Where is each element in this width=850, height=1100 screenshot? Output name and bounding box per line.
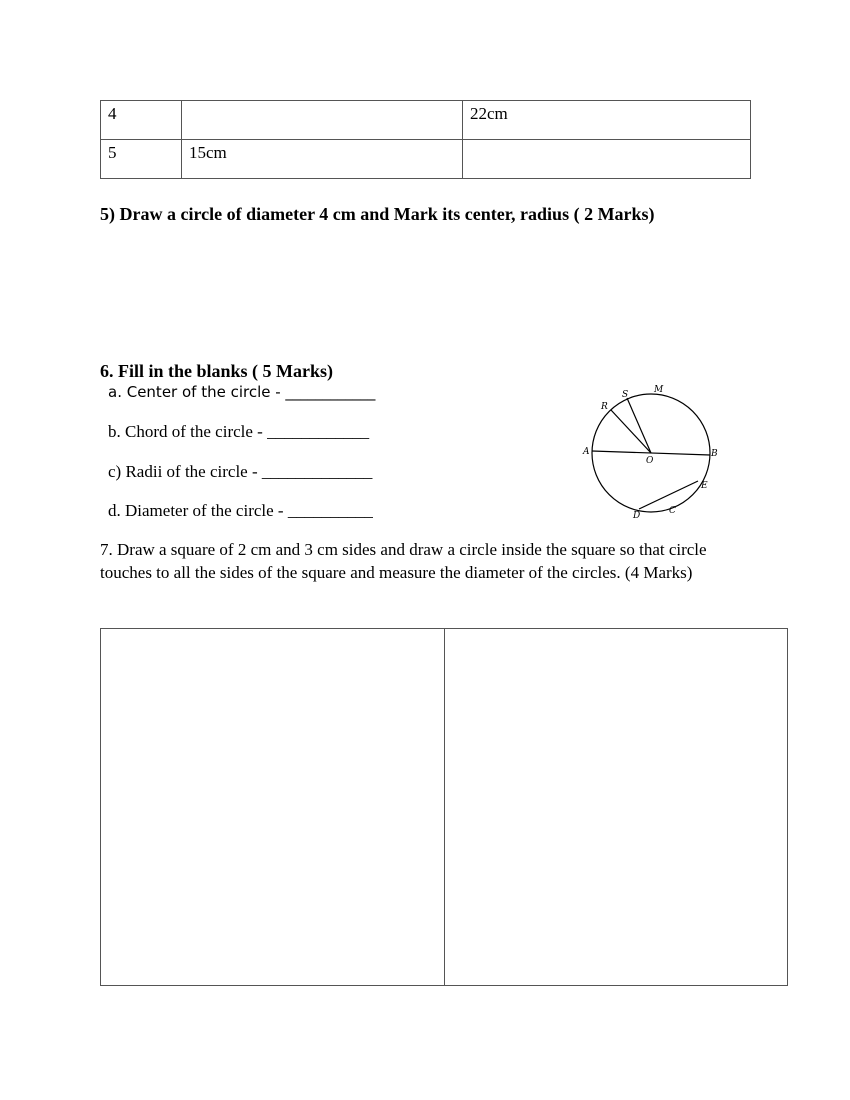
measurements-table: [100, 100, 751, 179]
blank-diameter: d. Diameter of the circle - __________: [108, 501, 373, 520]
label-d: D: [633, 511, 641, 521]
table-cell: 15cm: [182, 140, 463, 179]
table-cell: 5: [101, 140, 182, 179]
label-s: S: [622, 390, 629, 400]
label-c: C: [669, 506, 676, 516]
radius-os: [627, 398, 651, 453]
question-5: 5) Draw a circle of diameter 4 cm and Mark its center, radius ( 2 Marks): [100, 204, 655, 224]
table-row: [101, 101, 751, 140]
label-m: M: [654, 385, 664, 395]
label-b: B: [711, 449, 718, 459]
label-e: E: [701, 481, 708, 491]
blank-radii: c) Radii of the circle - _____________: [108, 462, 373, 481]
question-7: 7. Draw a square of 2 cm and 3 cm sides and draw a circle inside the square so that circle touches to all the sides of the square and measure the diameter of the circles. (4 Marks): [100, 540, 707, 582]
blank-chord: b. Chord of the circle - ____________: [108, 422, 370, 441]
label-r: R: [601, 402, 608, 412]
table-cell: 4: [101, 101, 182, 140]
table-cell: 22cm: [463, 101, 751, 140]
chord-de: [639, 481, 698, 509]
drawing-box-left: [101, 629, 445, 985]
drawing-box-right: [445, 629, 788, 985]
blank-center: a. Center of the circle - ____________: [108, 383, 376, 401]
circle-diagram: [575, 378, 735, 523]
question-6-title: 6. Fill in the blanks ( 5 Marks): [100, 361, 334, 381]
label-a: A: [583, 447, 590, 457]
label-o: O: [646, 456, 654, 466]
radius-or: [611, 410, 651, 453]
table-cell: [463, 140, 751, 179]
table-cell: [182, 101, 463, 140]
table-row: [101, 140, 751, 179]
drawing-area: [100, 628, 788, 986]
